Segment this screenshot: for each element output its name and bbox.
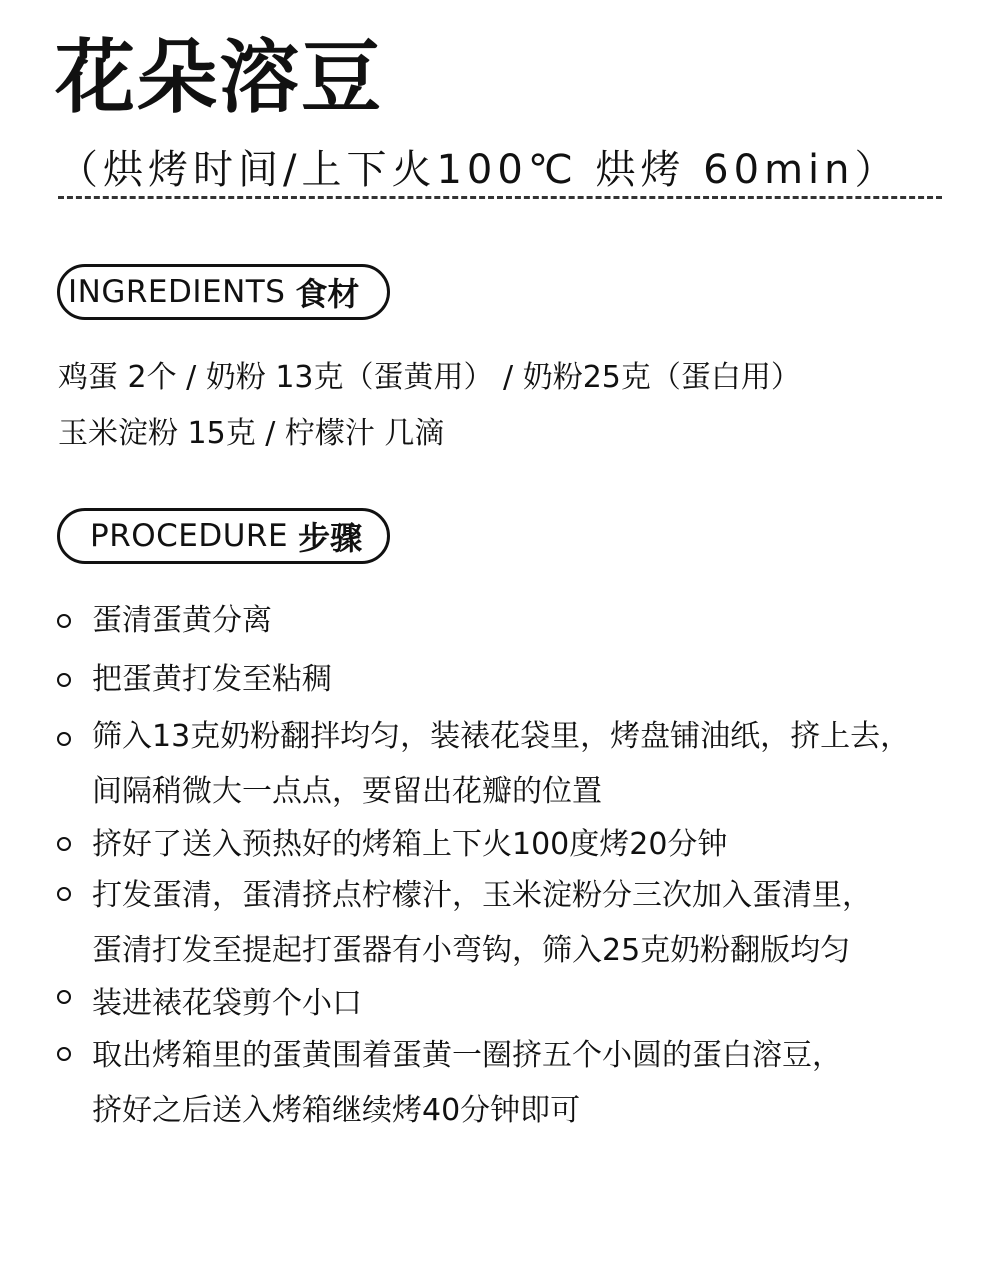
dashed-divider <box>58 196 942 199</box>
ingredients-heading-en: INGREDIENTS <box>68 274 286 310</box>
ingredients-heading-zh: 食材 <box>295 275 360 313</box>
step-bullet-icon <box>57 990 71 1004</box>
step-bullet-icon <box>57 837 71 851</box>
procedure-heading-zh: 步骤 <box>298 519 363 557</box>
step-text: 取出烤箱里的蛋黄围着蛋黄一圈挤五个小圆的蛋白溶豆， <box>92 1038 842 1073</box>
step-text: 蛋清打发至提起打蛋器有小弯钩，筛入25克奶粉翻版均匀 <box>92 933 851 968</box>
step-text: 蛋清蛋黄分离 <box>92 603 272 638</box>
step-text: 挤好了送入预热好的烤箱上下火100度烤20分钟 <box>92 827 728 862</box>
step-bullet-icon <box>57 614 71 628</box>
recipe-title: 花朵溶豆 <box>55 31 383 124</box>
step-bullet-icon <box>57 887 71 901</box>
step-text: 打发蛋清，蛋清挤点柠檬汁，玉米淀粉分三次加入蛋清里， <box>92 878 872 913</box>
step-text: 把蛋黄打发至粘稠 <box>92 662 332 697</box>
step-bullet-icon <box>57 732 71 746</box>
step-bullet-icon <box>57 1047 71 1061</box>
recipe-subtitle: （烘烤时间/上下火100℃ 烘烤 60min） <box>58 147 900 193</box>
procedure-heading <box>57 508 390 564</box>
ingredients-heading <box>57 264 390 320</box>
ingredients-line: 玉米淀粉 15克 / 柠檬汁 几滴 <box>58 416 445 451</box>
step-text: 筛入13克奶粉翻拌均匀，装裱花袋里，烤盘铺油纸，挤上去， <box>92 719 911 754</box>
step-text: 间隔稍微大一点点，要留出花瓣的位置 <box>92 774 602 809</box>
step-text: 装进裱花袋剪个小口 <box>92 986 362 1021</box>
procedure-heading-en: PROCEDURE <box>90 518 289 554</box>
step-text: 挤好之后送入烤箱继续烤40分钟即可 <box>92 1093 581 1128</box>
ingredients-line: 鸡蛋 2个 / 奶粉 13克（蛋黄用） / 奶粉25克（蛋白用） <box>58 360 801 395</box>
step-bullet-icon <box>57 673 71 687</box>
